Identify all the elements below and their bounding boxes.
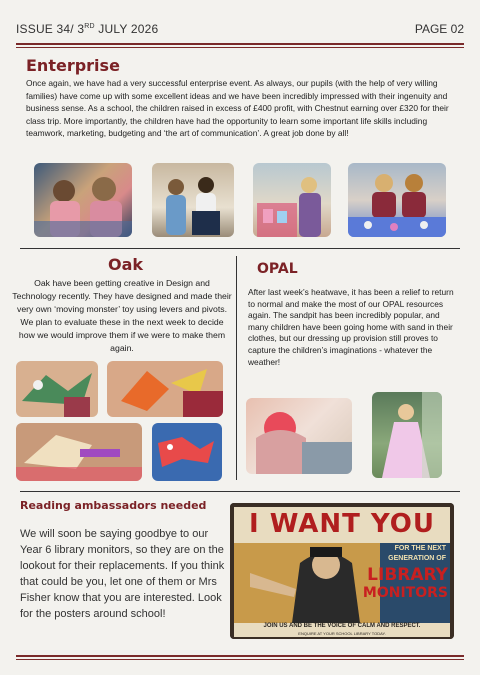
poster-big1: LIBRARY xyxy=(367,565,448,585)
opal-photo-1 xyxy=(246,398,352,474)
library-poster xyxy=(230,503,454,639)
section-divider-2 xyxy=(20,491,460,492)
header-rule xyxy=(16,43,464,45)
poster-headline: I WANT YOU xyxy=(248,509,436,539)
page-number: PAGE 02 xyxy=(414,22,464,36)
footer-rule xyxy=(16,655,464,657)
poster-for-line2: GENERATION OF xyxy=(388,555,446,562)
opal-photo-2 xyxy=(372,392,442,478)
section-divider xyxy=(20,248,460,249)
enterprise-photo-4 xyxy=(348,163,446,237)
oak-title: Oak xyxy=(108,255,144,274)
poster-big2: MONITORS xyxy=(362,585,448,601)
oak-photo-3 xyxy=(16,423,142,481)
enterprise-text: Once again, we have had a very successful enterprise event. As always, our pupils (with the help of very willing families) have come up with some excellent ideas and we have been incredibly impressed with their ingenuity and business sense. As a school, the children raised in excess of £400 profit, with Chestnut earning over £320 for their class trip. More importantly, the children have had the opportunity to learn some important life skills including teamwork, marketing, budgeting and ‘the art of communication’. A great job done by all! xyxy=(26,78,449,138)
oak-photo-4 xyxy=(152,423,222,481)
poster-for-line1: FOR THE NEXT xyxy=(394,545,446,552)
oak-text: Oak have been getting creative in Design and Technology recently. They have designed and made their very own ‘moving monster’ toy using levers and pivots. We plan to evaluate these in the next week to decide how we would improve them if we were to make them again. xyxy=(12,278,232,353)
enterprise-photo-3 xyxy=(253,163,331,237)
opal-title: OPAL xyxy=(257,261,298,277)
oak-photo-2 xyxy=(107,361,223,417)
poster-footer: JOIN US AND BE THE VOICE OF CALM AND RESPECT. xyxy=(263,623,421,629)
issue-date: ISSUE 34/ 3RD JULY 2026 xyxy=(16,22,159,36)
opal-text: After last week’s heatwave, it has been a relief to return to normal and make the most of our OPAL resources again. The sandpit has been incredibly popular, and many children have been going home with sand in their clothes, but our dressing up provision still proves to capture the children’s imaginations - whatever the weather! xyxy=(248,287,454,367)
poster-fine: ENQUIRE AT YOUR SCHOOL LIBRARY TODAY. xyxy=(298,631,386,636)
oak-photo-1 xyxy=(16,361,98,417)
enterprise-photo-2 xyxy=(152,163,234,237)
reading-title: Reading ambassadors needed xyxy=(20,499,207,512)
reading-text: We will soon be saying goodbye to our Year 6 library monitors, so they are on the lookout for their replacements. If you think that could be you, let one of them or Mrs Fisher know that you are interested. Look for the posters around school! xyxy=(20,528,225,620)
enterprise-photo-1 xyxy=(34,163,132,237)
enterprise-title: Enterprise xyxy=(26,56,120,75)
column-divider xyxy=(236,256,237,480)
